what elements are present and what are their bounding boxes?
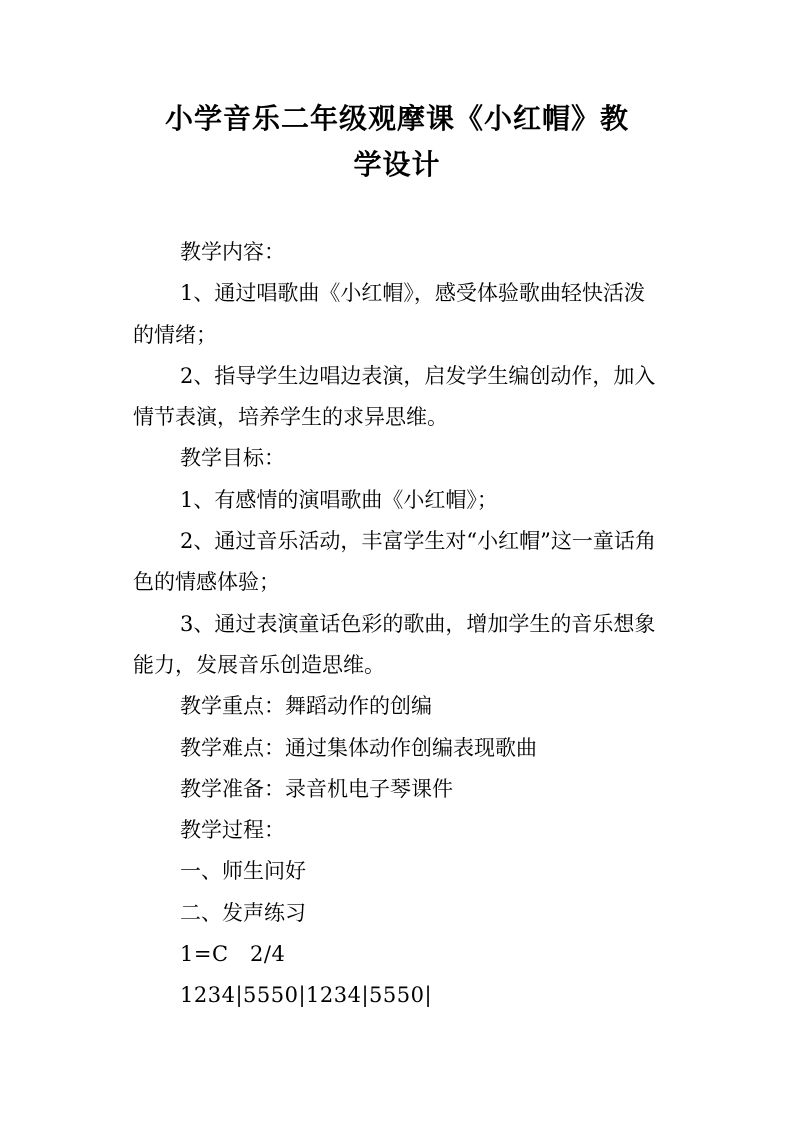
- content-item-1: 1、通过唱歌曲《小红帽》，感受体验歌曲轻快活泼的情绪；: [133, 281, 645, 347]
- key-point: 教学重点：舞蹈动作的创编: [180, 694, 432, 719]
- objective-item-3: 3、通过表演童话色彩的歌曲，增加学生的音乐想象能力，发展音乐创造思维。: [133, 611, 656, 677]
- notation-line: 1234|5550|1234|5550|: [180, 983, 433, 1008]
- objective-item-1: 1、有感情的演唱歌曲《小红帽》；: [180, 487, 498, 512]
- objective-item-2: 2、通过音乐活动，丰富学生对“小红帽”这一童话角色的情感体验；: [133, 529, 656, 595]
- section-heading-objectives: 教学目标：: [180, 446, 285, 471]
- title-line-2: 学设计: [353, 148, 441, 181]
- document-title: [110, 96, 684, 188]
- process-step-2: 二、发声练习: [180, 900, 306, 925]
- section-heading-process: 教学过程：: [180, 818, 285, 843]
- teaching-preparation: 教学准备：录音机电子琴课件: [180, 776, 453, 801]
- content-item-2: 2、指导学生边唱边表演，启发学生编创动作，加入情节表演，培养学生的求异思维。: [133, 363, 656, 430]
- section-heading-content: 教学内容：: [180, 240, 285, 264]
- process-step-1: 一、师生问好: [180, 859, 306, 884]
- difficult-point: 教学难点：通过集体动作创编表现歌曲: [180, 735, 537, 760]
- key-signature: 1=C 2/4: [180, 942, 286, 967]
- title-line-1: 小学音乐二年级观摩课《小红帽》教: [164, 102, 629, 135]
- document-body: [133, 232, 663, 1017]
